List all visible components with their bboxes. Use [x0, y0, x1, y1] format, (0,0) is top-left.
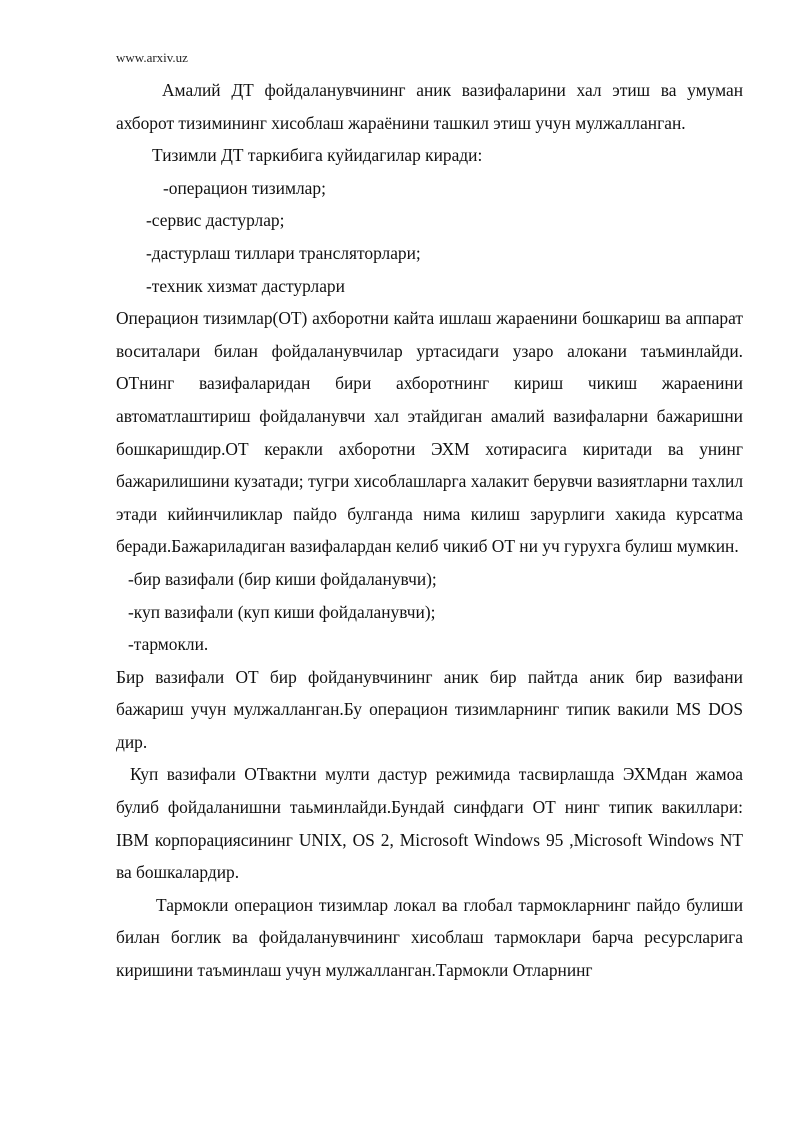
paragraph-applied-software: Амалий ДТ фойдаланувчининг аник вазифаларини хал этиш ва умуман ахборот тизимининг хисоблаш жараёнини ташкил этиш учун мулжалланган. [116, 80, 743, 133]
list-item: -дастурлаш тиллари трансляторлари; [146, 242, 421, 263]
list-item: -операцион тизимлар; [163, 177, 326, 198]
site-header: www.arxiv.uz [116, 50, 188, 65]
list-item: -сервис дастурлар; [146, 210, 285, 231]
paragraph-operating-systems: Операцион тизимлар(ОТ) ахборотни кайта ишлаш жараенини бошкариш ва аппарат воситалари билан фойдаланувчилар уртасидаги узаро алокани таъминлайди. ОТнинг вазифаларидан бири ахборотнинг кириш чикиш жараенини автоматлаштириш фойдаланувчи хал этайдиган амалий вазифаларни бажаришни бошкаришдир.ОТ керакли ахборотни ЭХМ хотирасига киритади ва унинг бажарилишини кузатади; тугри хисоблашларга халакит берувчи вазиятларни тахлил этади кийинчиликлар пайдо булганда нима килиш зарурлиги хакида курсатма беради.Бажариладиган вазифалардан келиб чикиб ОТ ни уч гурухга булиш мумкин. [116, 308, 743, 557]
paragraph-network-os: Тармокли операцион тизимлар локал ва глобал тармокларнинг пайдо булиши билан боглик ва фойдаланувчининг хисоблаш тармоклари барча ресурсларига киришини таъминлаш учун мулжалланган.Тармокли Отларнинг [116, 894, 743, 981]
list-item: -тармокли. [128, 634, 209, 655]
paragraph-multi-task-os: Куп вазифали ОТвактни мулти дастур режимида тасвирлашда ЭХМдан жамоа булиб фойдаланишни таьминлайди.Бундай синфдаги ОТ нинг типик вакиллари: IBM корпорациясининг UNIX, OS 2, Microsoft Windows 95 ,Microsoft Windows NT ва бошкалардир. [116, 764, 743, 883]
list-item: -техник хизмат дастурлари [146, 275, 345, 296]
paragraph-system-software-intro: Тизимли ДТ таркибига куйидагилар киради: [152, 145, 483, 166]
list-item: -куп вазифали (куп киши фойдаланувчи); [128, 601, 436, 622]
list-item: -бир вазифали (бир киши фойдаланувчи); [128, 568, 437, 589]
document-body [116, 74, 743, 987]
paragraph-single-task-os: Бир вазифали ОТ бир фойданувчининг аник бир пайтда аник бир вазифани бажариш учун мулжалланган.Бу операцион тизимларнинг типик вакили MS DOS дир. [116, 666, 743, 752]
